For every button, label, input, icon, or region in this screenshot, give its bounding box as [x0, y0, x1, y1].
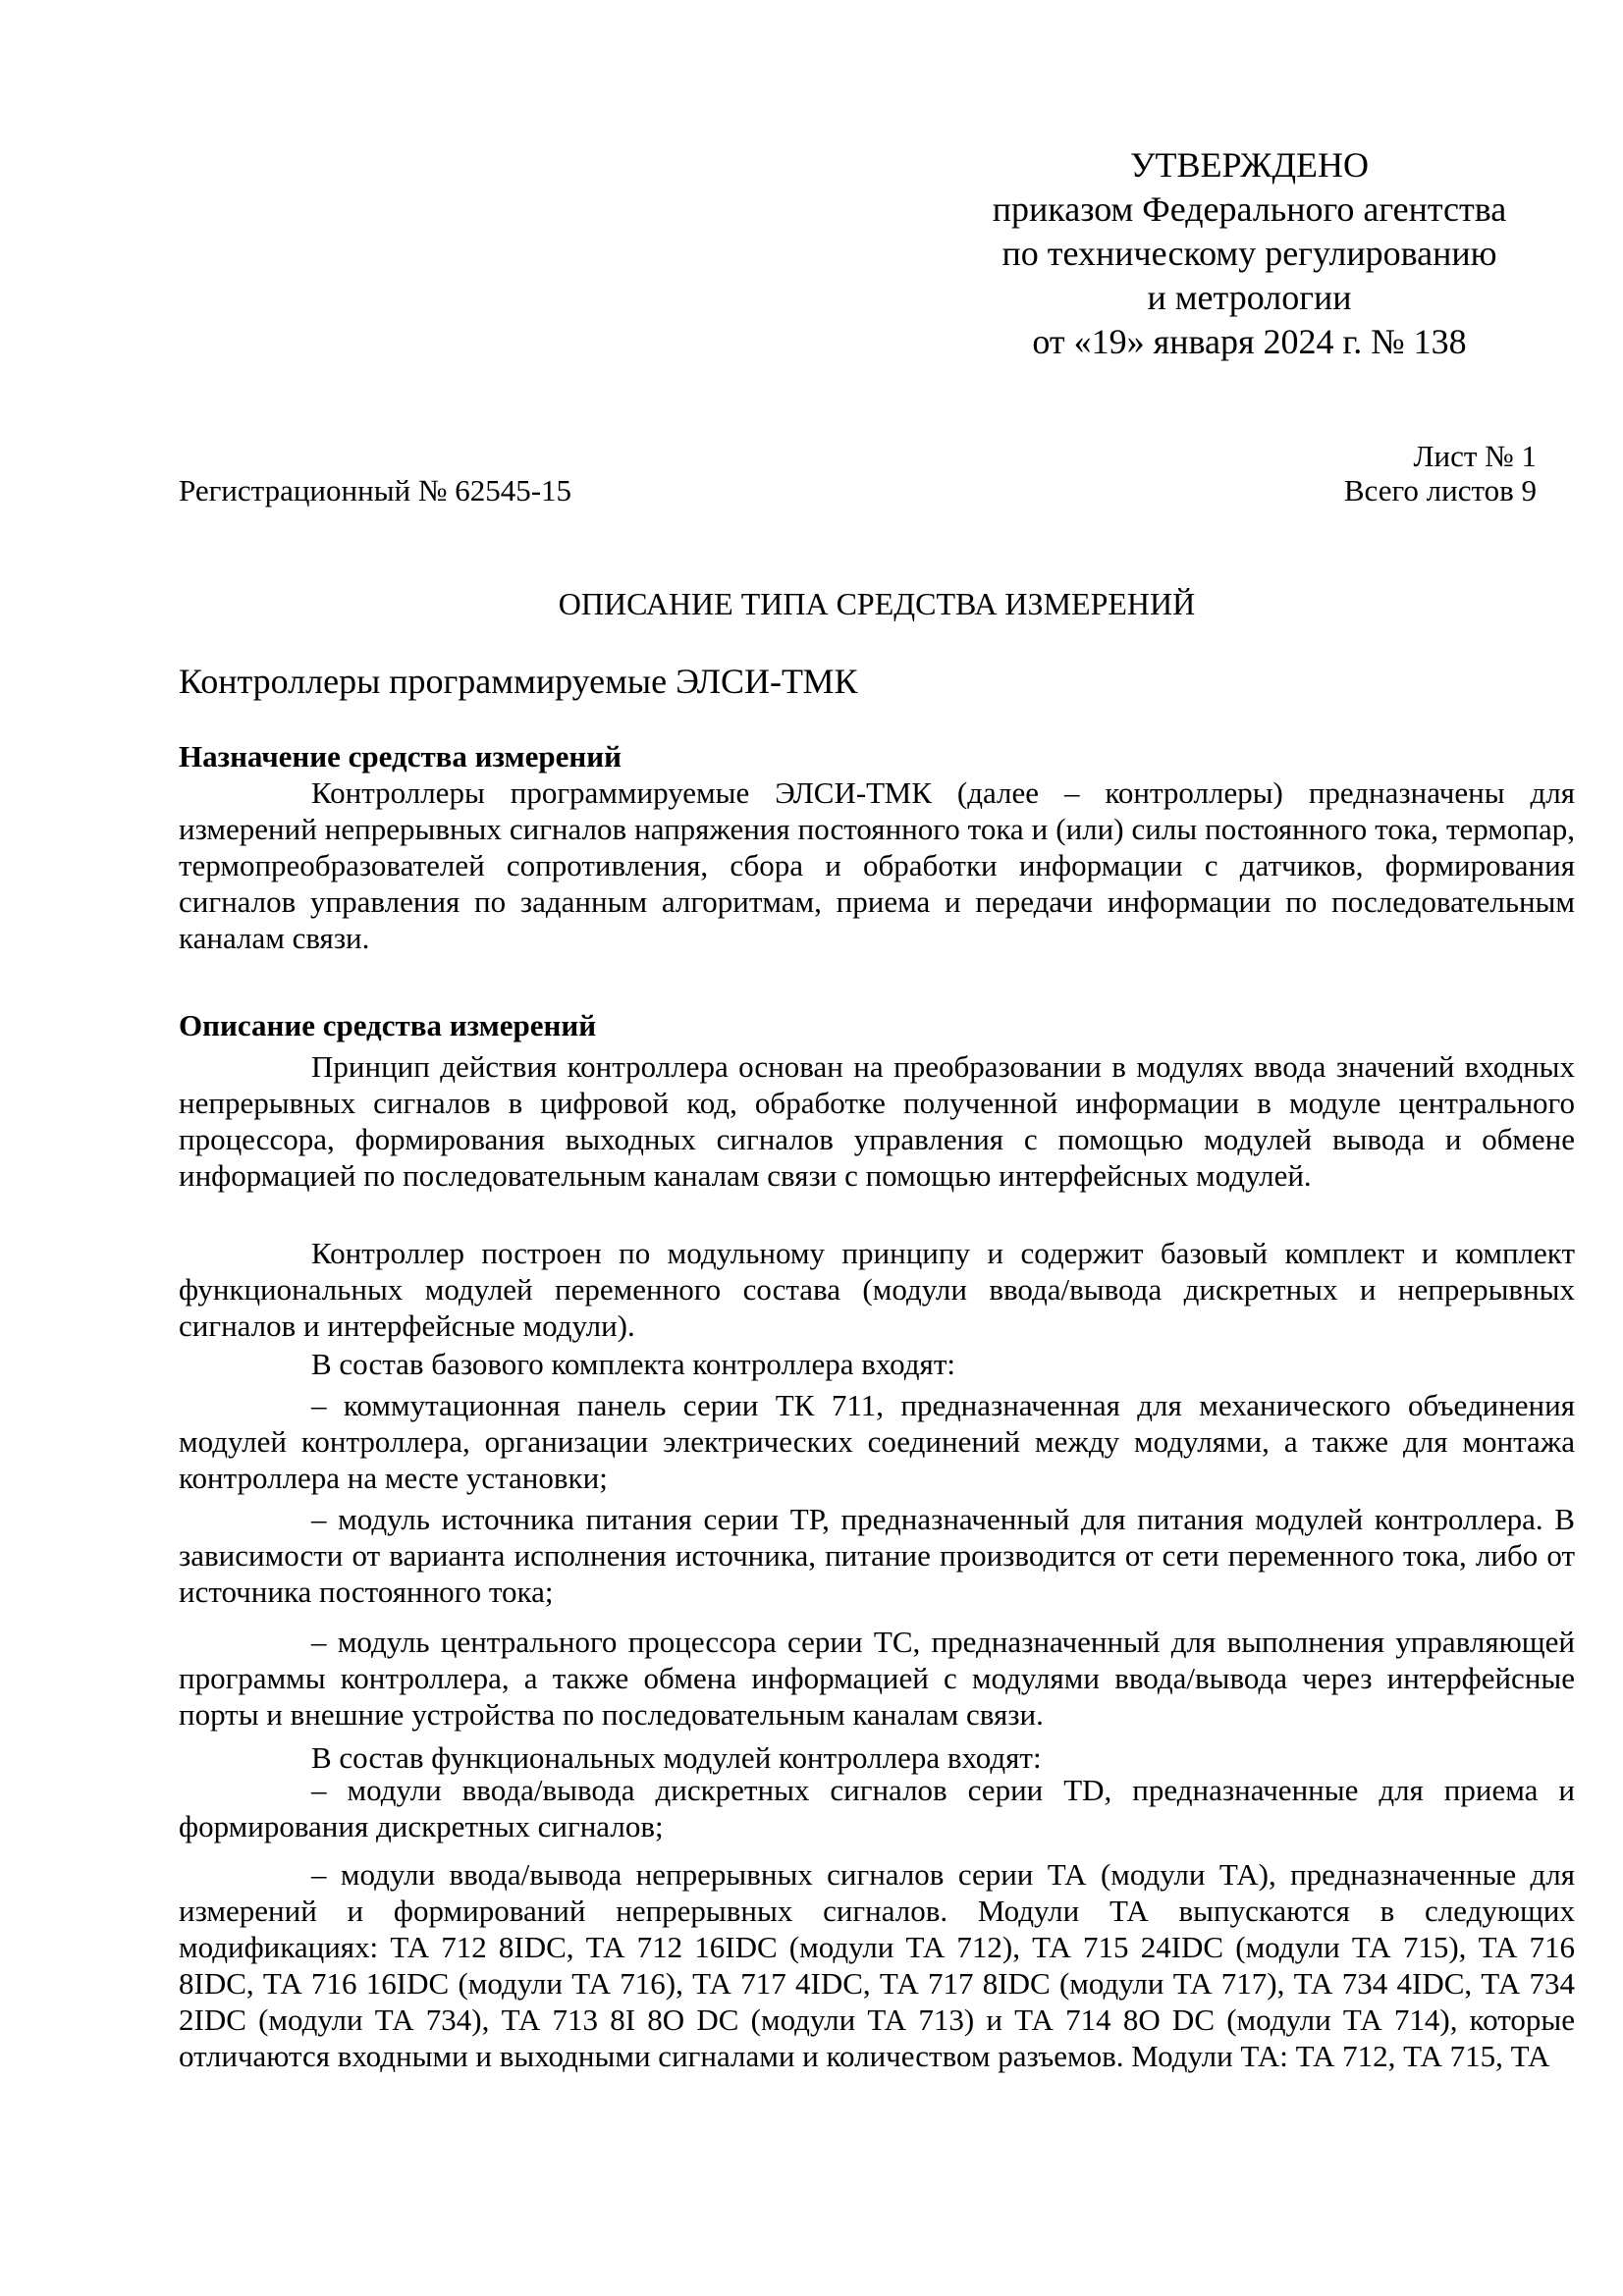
approval-block — [962, 143, 1537, 364]
registration-row — [179, 472, 1537, 508]
paragraph-principle: Принцип действия контроллера основан на преобразовании в модулях ввода значений входных непрерывных сигналов в цифровой код, обработке полученной информации в модуле центрального процессора, формирования выходных сигналов управления с помощью модулей вывода и обмене информацией по последовательным каналам связи с помощью интерфейсных модулей. — [179, 1049, 1575, 1193]
total-sheets: Всего листов 9 — [1343, 473, 1537, 507]
list-item-panel-tk711: – коммутационная панель серии ТК 711, предназначенная для механического объединения модулей контроллера, организации электрических соединений между модулями, а также для монтажа контроллера на месте установки; — [179, 1388, 1575, 1495]
instrument-name: Контроллеры программируемые ЭЛСИ-ТМК — [179, 662, 858, 701]
document-title: ОПИСАНИЕ ТИПА СРЕДСТВА ИЗМЕРЕНИЙ — [558, 586, 1196, 621]
approval-line-approved: УТВЕРЖДЕНО — [1129, 145, 1370, 185]
list-item-analog-modules-ta: – модули ввода/вывода непрерывных сигналов серии ТА (модули ТА), предназначенные для измерений и формирований непрерывных сигналов. Модули ТА выпускаются в следующих модификациях: ТА 712 8IDC, ТА 712 16IDC (модули ТА 712), ТА 715 24IDC (модули ТА 715), ТА 716 8IDC, ТА 716 16IDC (модули ТА 716), ТА 717 4IDC, ТА 717 8IDC (модули ТА 717), ТА 734 4IDC, ТА 734 2IDC (модули ТА 734), ТА 713 8I 8O DC (модули ТА 713) и ТА 714 8O DC (модули ТА 714), которые отличаются входными и выходными сигналами и количеством разъемов. Модули ТА: ТА 712, ТА 715, ТА — [179, 1857, 1575, 2073]
list-item-cpu-module-tc: – модуль центрального процессора серии ТС, предназначенный для выполнения управляющей программы контроллера, а также обмена информацией с модулями ввода/вывода через интерфейсные порты и внешние устройства по последовательным каналам связи. — [179, 1625, 1575, 1732]
approval-line-date-number: от «19» января 2024 г. № 138 — [1032, 322, 1467, 361]
paragraph-base-kit-intro: В состав базового комплекта контроллера входят: — [311, 1347, 955, 1381]
registration-number: Регистрационный № 62545-15 — [179, 473, 572, 507]
approval-line-metrology: и метрологии — [1147, 278, 1352, 317]
sheet-number: Лист № 1 — [1413, 439, 1537, 473]
approval-line-agency: по техническому регулированию — [1001, 234, 1497, 273]
paragraph-functional-modules-intro: В состав функциональных модулей контроллера входят: — [311, 1740, 1042, 1775]
paragraph-purpose: Контроллеры программируемые ЭЛСИ-ТМК (далее – контроллеры) предназначены для измерений непрерывных сигналов напряжения постоянного тока и (или) силы постоянного тока, термопар, термопреобразователей сопротивления, сбора и обработки информации с датчиков, формирования сигналов управления по заданным алгоритмам, приема и передачи информации по последовательным каналам связи. — [179, 775, 1575, 955]
paragraph-modular-design: Контроллер построен по модульному принципу и содержит базовый комплект и комплект функциональных модулей переменного состава (модули ввода/вывода дискретных и непрерывных сигналов и интерфейсные модули). — [179, 1236, 1575, 1343]
section-heading-description: Описание средства измерений — [179, 1008, 597, 1042]
approval-line-order: приказом Федерального агентства — [992, 189, 1507, 229]
section-heading-purpose: Назначение средства измерений — [179, 739, 622, 774]
list-item-discrete-modules-td: – модули ввода/вывода дискретных сигналов серии TD, предназначенные для приема и формирования дискретных сигналов; — [179, 1773, 1575, 1843]
list-item-power-module-tr: – модуль источника питания серии ТР, предназначенный для питания модулей контроллера. В зависимости от варианта исполнения источника, питание производится от сети переменного тока, либо от источника постоянного тока; — [179, 1502, 1575, 1609]
